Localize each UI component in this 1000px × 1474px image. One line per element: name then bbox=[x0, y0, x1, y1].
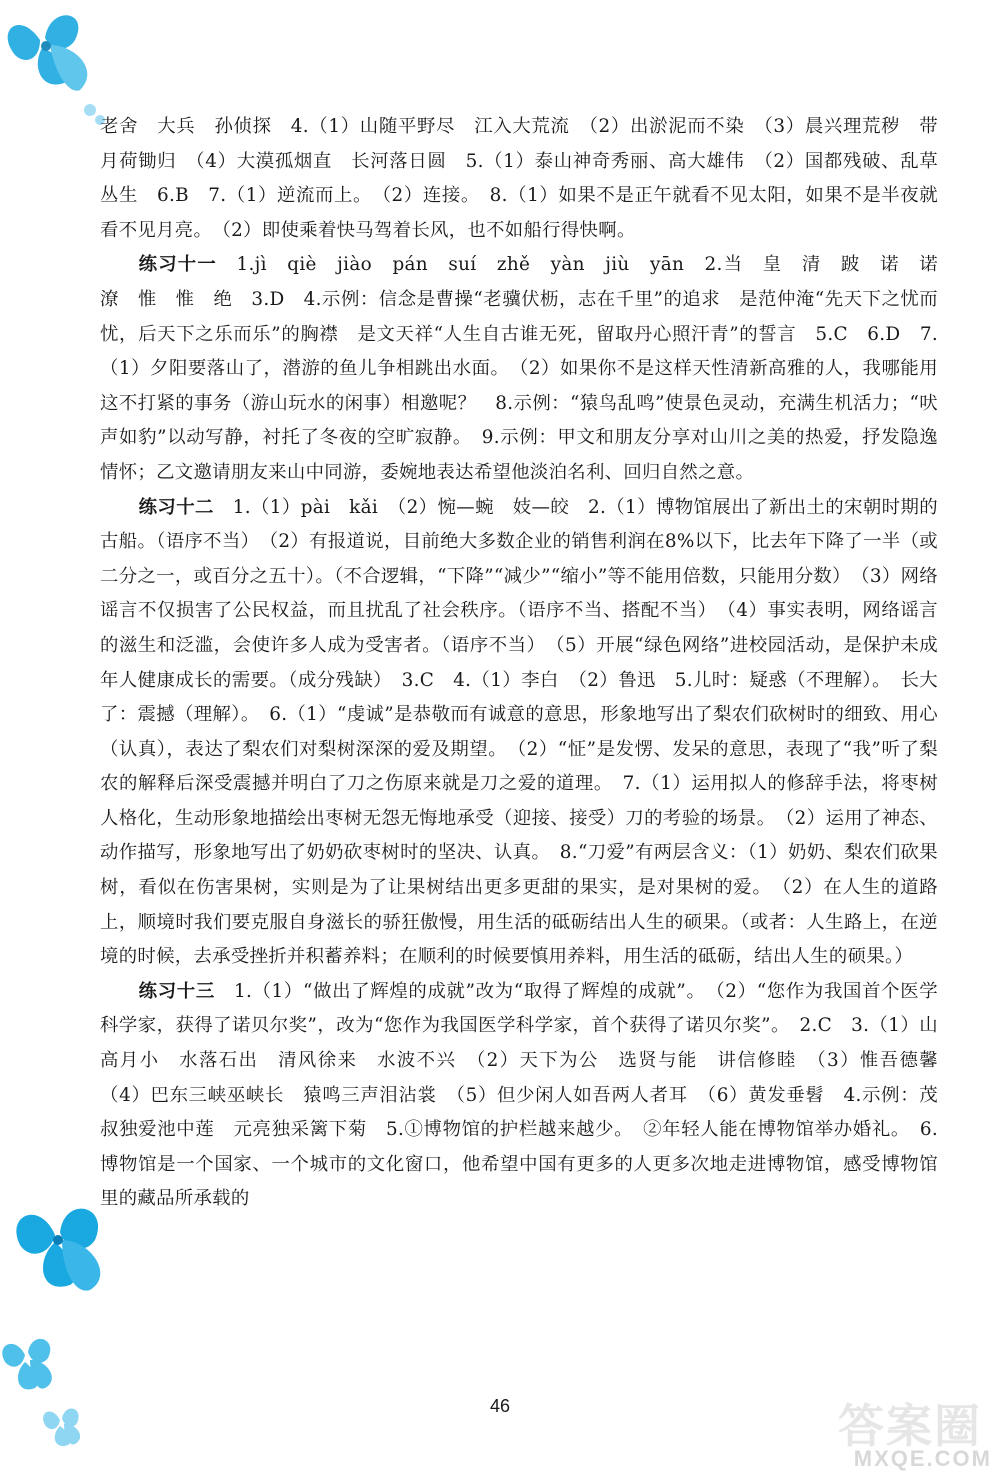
paragraph-text: 1.（1）“做出了辉煌的成就”改为“取得了辉煌的成就”。 （2）“您作为我国首个医学科学家，获得了诺贝尔奖”，改为“您作为我国医学科学家，首个获得了诺贝尔奖”。 2.C 3.（1）山高月小 水落石出 清风徐来 水波不兴 （2）天下为公 选贤与能 讲信修睦 （3）惟吾德馨 （4）巴东三峡巫峡长 猿鸣三声泪沾裳 （5）但少闲人如吾两人者耳 （6）黄发垂髫 4.示例：茂叔独爱池中莲 元亮独采篱下菊 5.①博物馆的护栏越来越少。 ②年轻人能在博物馆举办婚礼。 6.博物馆是一个国家、一个城市的文化窗口，他希望中国有更多的人更多次地走进博物馆，感受博物馆里的藏品所承载的 bbox=[100, 980, 957, 1210]
clover-decoration-top bbox=[0, 0, 110, 130]
paragraph-title: 练习十一 bbox=[138, 254, 217, 276]
page-number: 46 bbox=[489, 1396, 511, 1416]
paragraph-text: 1.（1）pài kǎi （2）惋—蜿 妓—皎 2.（1）博物馆展出了新出土的宋朝时期的古船。（语序不当） （2）有报道说，目前绝大多数企业的销售利润在8%以下，比去年下降了一半（或二分之一，或百分之五十）。（不合逻辑，“下降”“减少”“缩小”等不能用倍数，只能用分数） （3）网络谣言不仅损害了公民权益，而且扰乱了社会秩序。（语序不当、搭配不当） （4）事实表明，网络谣言的滋生和泛滥，会使许多人成为受害者。（语序不当） （5）开展“绿色网络”进校园活动，是保护未成年人健康成长的需要。（成分残缺） 3.C 4.（1）李白 （2）鲁迅 5.儿时：疑惑（不理解）。 长大了：震撼（理解）。 6.（1）“虔诚”是恭敬而有诚意的意思，形象地写出了梨农们砍树时的细致、用心（认真），表达了梨农们对梨树深深的爱及期望。 （2）“怔”是发愣、发呆的意思，表现了“我”听了梨农的解释后深受震撼并明白了刀之伤原来就是刀之爱的道理。 7.（1）运用拟人的修辞手法，将枣树人格化，生动形象地描绘出枣树无怨无悔地承受（迎接、接受）刀的考验的场景。 （2）运用了神态、动作描写，形象地写出了奶奶砍枣树时的坚决、认真。 8.“刀爱”有两层含义：（1）奶奶、梨农们砍果树，看似在伤害果树，实则是为了让果树结出更多更甜的果实，是对果树的爱。 （2）在人生的道路上，顺境时我们要克服自身滋长的骄狂傲慢，用生活的砥砺结出人生的硕果。（或者：人生路上，在逆境的时候，去承受挫折并积蓄养料；在顺利的时候要慎用养料，用生活的砥砺，结出人生的硕果。） bbox=[100, 496, 939, 968]
answer-paragraph-3 bbox=[100, 975, 957, 1217]
answer-paragraph-2 bbox=[100, 491, 938, 975]
paragraph-title: 练习十二 bbox=[138, 496, 214, 518]
watermark bbox=[800, 1390, 1000, 1474]
paragraph-text: 老舍 大兵 孙侦探 4.（1）山随平野尽 江入大荒流 （2）出淤泥而不染 （3）晨兴理荒秽 带月荷锄归 （4）大漠孤烟直 长河落日圆 5.（1）泰山神奇秀丽、高大雄伟 （2）国都残破、乱草丛生 6.B 7.（1）逆流而上。 （2）连接。 8.（1）如果不是正午就看不见太阳，如果不是半夜就看不见月亮。 （2）即使乘着快马驾着长风，也不如船行得快啊。 bbox=[100, 116, 938, 241]
watermark-site: MXQE.COM bbox=[853, 1446, 992, 1471]
answer-paragraph-0 bbox=[100, 110, 938, 248]
clover-decoration-bottom bbox=[0, 1180, 120, 1470]
clover-heart-icon bbox=[8, 15, 88, 90]
clover-heart-icon bbox=[16, 1209, 100, 1291]
answer-text-body bbox=[100, 110, 957, 1217]
clover-heart-icon bbox=[2, 1339, 52, 1390]
paragraph-title: 练习十三 bbox=[138, 980, 215, 1002]
answer-paragraph-1 bbox=[100, 248, 957, 490]
watermark-logo: 答案圈 bbox=[838, 1399, 982, 1453]
paragraph-text: 1.jì qiè jiào pán suí zhě yàn jiù yān 2.当 皇 清 跛 诺 诺 潦 惟 惟 绝 3.D 4.示例：信念是曹操“老骥伏枥，志在千里”的追求 是范仲淹“先天下之忧而忧，后天下之乐而乐”的胸襟 是文天祥“人生自古谁无死，留取丹心照汗青”的誓言 5.C 6.D 7.（1）夕阳要落山了，潜游的鱼儿争相跳出水面。 （2）如果你不是这样天性清新高雅的人，我哪能用这不打紧的事务（游山玩水的闲事）相邀呢？ 8.示例：“猿鸟乱鸣”使景色灵动，充满生机活力；“吠声如豹”以动写静，衬托了冬夜的空旷寂静。 9.示例：甲文和朋友分享对山川之美的热爱，抒发隐逸情怀；乙文邀请朋友来山中同游，委婉地表达希望他淡泊名利、回归自然之意。 bbox=[100, 254, 957, 483]
